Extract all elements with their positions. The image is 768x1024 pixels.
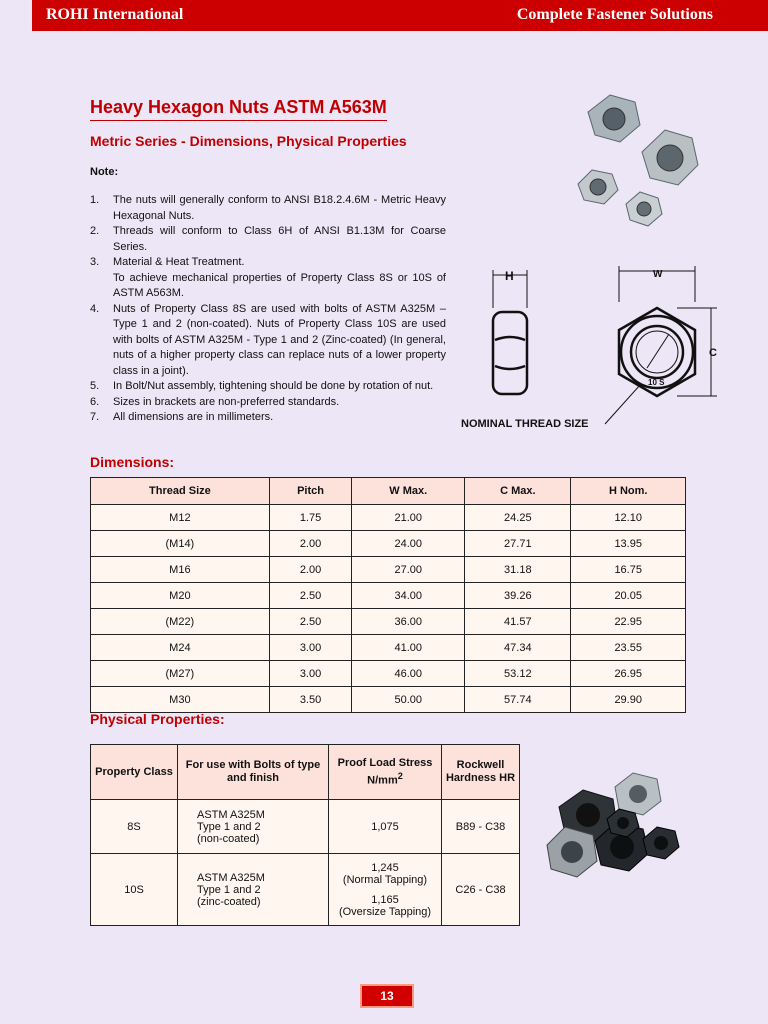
note-item: 3. Material & Heat Treatment. (90, 256, 245, 268)
company-tagline: Complete Fastener Solutions (516, 6, 713, 23)
page-title: Heavy Hexagon Nuts ASTM A563M (90, 97, 387, 117)
table-row: 8S ASTM A325M Type 1 and 2 (non-coated) 1,075 B89 - C38 (91, 800, 520, 854)
nuts-photo-top (570, 90, 720, 240)
column-header: Property Class (91, 745, 178, 800)
note-item: 5. In Bolt/Nut assembly, tightening should be done by rotation of nut. (90, 380, 434, 392)
table-row: 10S ASTM A325M Type 1 and 2 (zinc-coated) 1,245 (Normal Tapping) 1,165 (Oversize Tapping) C26 - C38 (91, 854, 520, 926)
side-view-drawing (493, 312, 527, 394)
column-header: For use with Bolts of type and finish (178, 745, 329, 800)
notes-list (90, 193, 446, 426)
note-item: 6. Sizes in brackets are non-preferred standards. (90, 395, 340, 408)
note-item: To achieve mechanical properties of Property Class 8S or 10S of ASTM A563M. (113, 271, 446, 299)
table-row: M24 3.00 41.00 47.34 23.55 (91, 635, 686, 661)
page-subtitle: Metric Series - Dimensions, Physical Properties (90, 133, 407, 149)
note-item: 2. Threads will conform to Class 6H of ANSI B1.13M for Coarse Series. (90, 225, 446, 253)
note-heading: Note: (90, 166, 119, 178)
note-item: 7. All dimensions are in millimeters. (90, 411, 274, 423)
table-row: (M27) 3.00 46.00 53.12 26.95 (91, 661, 686, 687)
column-header: Pitch (269, 478, 352, 505)
table-header-row (91, 745, 520, 800)
physical-properties-table (90, 744, 520, 926)
table-row: M16 2.00 27.00 31.18 16.75 (91, 557, 686, 583)
table-row: M30 3.50 50.00 57.74 29.90 (91, 687, 686, 713)
nut-dimension-diagram (455, 262, 730, 437)
table-row: (M14) 2.00 24.00 27.71 13.95 (91, 531, 686, 557)
column-header: Rockwell Hardness HR (442, 745, 520, 800)
company-name: ROHI International (46, 6, 184, 23)
table-row: M20 2.50 34.00 39.26 20.05 (91, 583, 686, 609)
nominal-thread-size-label: NOMINAL THREAD SIZE (461, 418, 589, 430)
h-dimension-label: H (505, 269, 514, 283)
dimensions-heading: Dimensions: (90, 454, 175, 470)
class-marking: 10 S (648, 378, 665, 387)
column-header: C Max. (465, 478, 571, 505)
physical-properties-heading: Physical Properties: (90, 711, 225, 727)
c-dimension-label: C (709, 347, 717, 359)
page-number: 13 (360, 984, 414, 1008)
dimensions-table (90, 477, 686, 713)
column-header: Proof Load Stress $N/mm^2$ (329, 745, 442, 800)
column-header: Thread Size (91, 478, 270, 505)
table-row: M12 1.75 21.00 24.25 12.10 (91, 505, 686, 531)
nuts-photo-bottom (545, 765, 695, 885)
table-header-row (91, 478, 686, 505)
title-underline (90, 120, 387, 121)
note-item: 4. Nuts of Property Class 8S are used with bolts of ASTM A325M – Type 1 and 2 (non-coated). Nuts of Property Class 10S are used with bolts of ASTM A325M - Type 1 and 2 (Zinc-coated) (In general, nuts of a higher property class can replace nuts of a lower property class in a joint). (90, 302, 446, 377)
table-row: (M22) 2.50 36.00 41.57 22.95 (91, 609, 686, 635)
column-header: W Max. (352, 478, 465, 505)
note-item: 1. The nuts will generally conform to ANSI B18.2.4.6M - Metric Heavy Hexagonal Nuts. (90, 194, 446, 222)
w-dimension-label: W (653, 269, 663, 280)
column-header: H Nom. (571, 478, 686, 505)
page-header (32, 0, 768, 31)
